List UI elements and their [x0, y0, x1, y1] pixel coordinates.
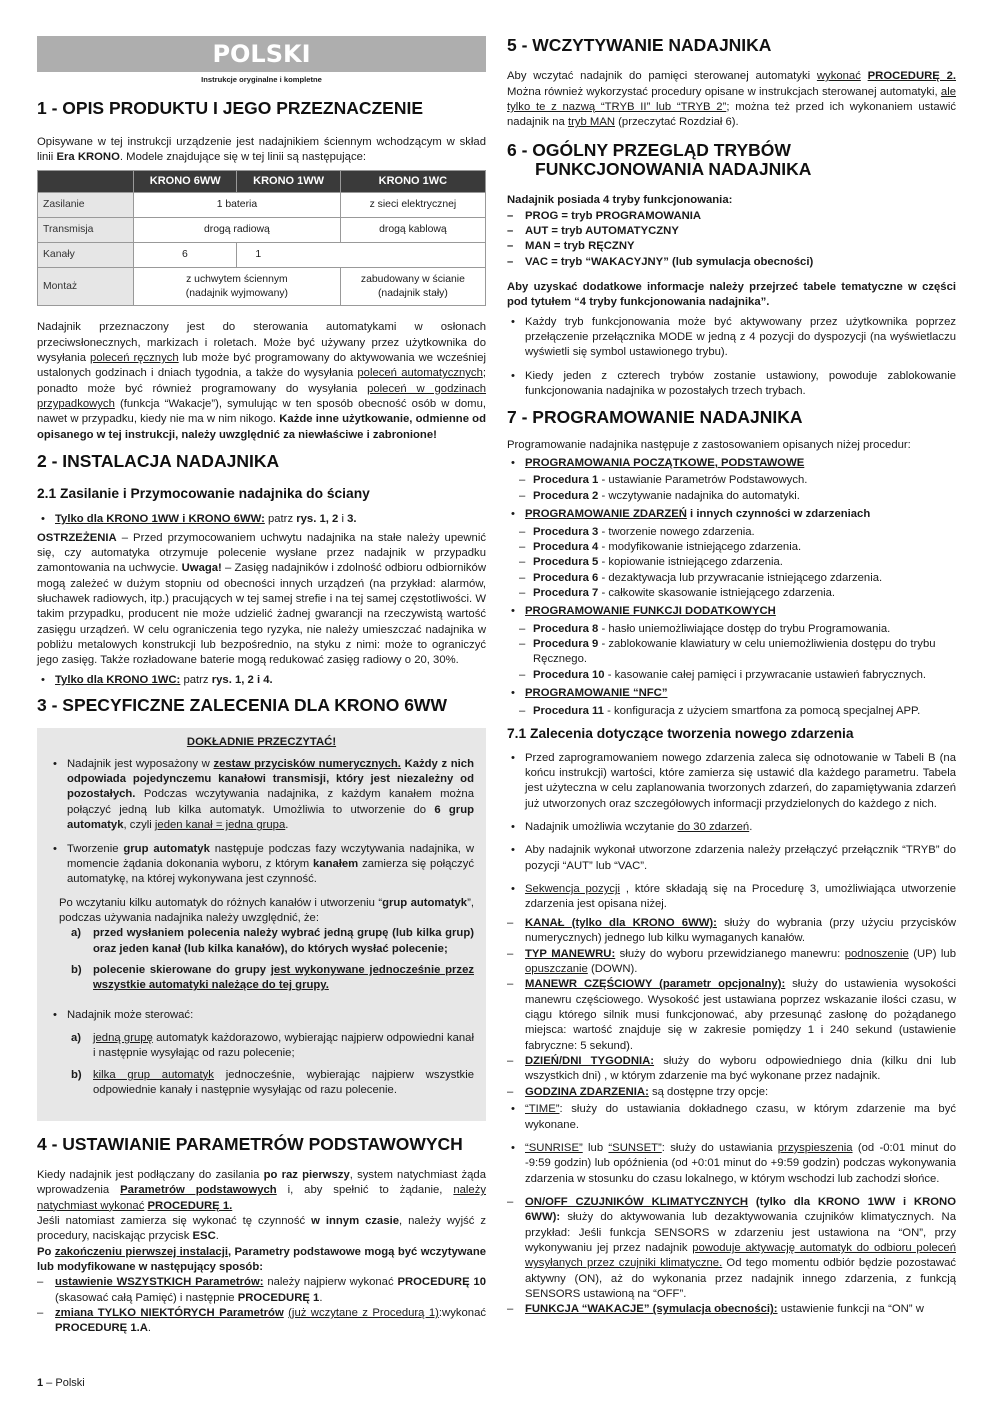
parameter-item: – GODZINA ZDARZENIA: są dostępne trzy opcje:	[507, 1085, 956, 1100]
procedure-item: – Procedura 4 - modyfikowanie istniejącego zdarzenia.	[507, 540, 956, 555]
section-6-heading: 6 - OGÓLNY PRZEGLĄD TRYBÓW FUNKCJONOWANIA NADAJNIKA	[507, 139, 812, 179]
table-cell: 1 bateria	[134, 193, 341, 218]
parameter-item: – DZIEŃ/DNI TYGODNIA: służy do wyboru odpowiedniego dnia (kilku dni lub wszystkich dni) , w którym zdarzenie ma być wykonane przez nadajnik.	[507, 1054, 956, 1085]
table-cell: z uchwytem ściennym (nadajnik wyjmowany)	[134, 268, 341, 306]
box-paragraph: Po wczytaniu kilku automatyk do różnych kanałów i utworzeniu “grup automatyk”, podczas używania nadajnika należy uwzględnić, że:	[59, 896, 474, 924]
section-6-note: Aby uzyskać dodatkowe informacje należy przejrzeć tabele tematyczne w części pod tytułem “4 tryby funkcjonowania nadajnika”.	[507, 280, 956, 309]
table-header: KRONO 1WC	[340, 171, 485, 193]
procedure-item: – Procedura 1 - ustawianie Parametrów Podstawowych.	[507, 473, 956, 488]
section-7-1-heading: 7.1 Zalecenia dotyczące tworzenia nowego zdarzenia	[507, 725, 854, 741]
parameter-item: – FUNKCJA “WAKACJE” (symulacja obecności): ustawienie funkcji na “ON” w	[507, 1302, 956, 1317]
parameter-item: – MANEWR CZĘŚCIOWY (parametr opcjonalny): służy do ustawienia wysokości manewru częściowego. Wysokość jest ustawiana poprzez wskazanie ilości czasu, w ciągu którego silnik musi funkcjonować, aby przesunąć zasłonę do pożądanego miejsca: wartość znajduje się w zakresie pomiędzy 1 i 240 sekund (ustawienie fabryczne: 5 sekund).	[507, 977, 956, 1054]
list-item: • “TIME”: służy do ustawiania dokładnego czasu, w którym zdarzenie ma być wykonane.	[507, 1102, 956, 1133]
list-item: – ustawienie WSZYSTKICH Parametrów: należy najpierw wykonać PROCEDURĘ 10 (skasować całą Pamięć) i następnie PROCEDURĘ 1.	[37, 1275, 486, 1306]
list-item: • Tworzenie grup automatyk następuje podczas fazy wczytywania nadajnika, w momencie żądania dokonania wyboru, z którym kanałem zamierza się połączyć automatykę, na której wykonywana jest czynność.	[49, 842, 474, 888]
procedure-item: – Procedura 8 - hasło uniemożliwiające dostęp do trybu Programowania.	[507, 622, 956, 637]
section-4-p2: Jeśli natomiast zamierza się wykonać tę czynność w innym czasie, należy wyjść z procedury, naciskając przycisk ESC.	[37, 1214, 486, 1243]
list-item: • “SUNRISE” lub “SUNSET”: służy do ustawiania przyspieszenia (od -0:01 minut do -9:59 godzin) lub opóźnienia (od +0:01 minut do +9:59 godzin) podczas wykonywania zdarzenia w stosunku do czasu lokalnego, w którym wschodzi lub zachodzi słońce.	[507, 1141, 956, 1187]
list-item: – zmiana TYLKO NIEKTÓRYCH Parametrów (już wczytane z Procedurą 1):wykonać PROCEDURĘ 1.A.	[37, 1306, 486, 1337]
list-item: • Sekwencja pozycji , które składają się na Procedurę 3, umożliwiająca utworzenie zdarzenia jest opisana niżej.	[507, 882, 956, 913]
language-banner: POLSKI	[37, 36, 486, 72]
page-footer: 1 – Polski	[37, 1377, 85, 1389]
procedure-item: – Procedura 6 - dezaktywacja lub przywracanie istniejącego zdarzenia.	[507, 571, 956, 586]
section-2-1-heading: 2.1 Zasilanie i Przymocowanie nadajnika do ściany	[37, 486, 370, 502]
table-header: KRONO 1WW	[237, 171, 340, 193]
mode-item: – VAC = tryb “WAKACYJNY” (lub symulacja obecności)	[507, 255, 956, 270]
section-1-description: Nadajnik przeznaczony jest do sterowania automatykami w osłonach przeciwsłonecznych, markizach i roletach. Może być używany przez użytkownika do wysyłania poleceń ręcznych lub może być programowany do aktywowania we wcześniej ustalonych godzinach i dniach tygodnia, a także do wysyłania poleceń automatycznych; ponadto może być również programowany do wysyłania poleceń w godzinach przypadkowych (funkcja “Wakacje”), symulując w ten sposób obecność osób w domu, nawet w przypadku, kiedy nie ma w nim nikogo. Każde inne użytkowanie, odmienne od opisanego w tej instrukcji, należy uwzględnić za niewłaściwe i zabronione!	[37, 321, 487, 441]
section-7-intro: Programowanie nadajnika następuje z zastosowaniem opisanych niżej procedur:	[507, 438, 911, 451]
list-item: b) kilka grup automatyk jednocześnie, wybierając najpierw wszystkie odpowiednie kanały i następnie wysyłając od razu polecenie.	[71, 1068, 474, 1097]
parameter-item: – ON/OFF CZUJNIKÓW KLIMATYCZNYCH (tylko dla KRONO 1WW i KRONO 6WW): służy do aktywowania lub dezaktywowania czujników klimatycznych. Na przykład: Jeśli funkcja SENSORS w zdarzeniu jest ustawiona na “ON”, przy wykonywaniu jej przez nadajnik powoduje aktywację automatyk do odbioru poleceń wysyłanych przez czujniki klimatyczne. Od tego momentu odbiór będzie pozostawać aktywny (ON), aż do wykonania przez nadajnik innego zdarzenia, z funkcją SENSORS ustawioną na “OFF”.	[507, 1195, 956, 1303]
table-cell: z sieci elektrycznej	[340, 193, 485, 218]
list-item: • PROGRAMOWANIE ZDARZEŃ i innych czynności w zdarzeniach	[507, 507, 956, 522]
list-item: • Nadajnik umożliwia wczytanie do 30 zdarzeń.	[507, 820, 956, 835]
table-cell: drogą kablową	[340, 218, 485, 243]
list-item: • Nadajnik jest wyposażony w zestaw przycisków numerycznych. Każdy z nich odpowiada pojedynczemu kanałowi transmisji, który jest niezależny od pozostałych. Podczas wczytywania nadajnika, z każdym kanałem można połączyć jedną lub kilka automatyk. Umożliwia to utworzenie do 6 grup automatyk, czyli jeden kanał = jedna grupa.	[49, 757, 474, 834]
table-cell: zabudowany w ścianie (nadajnik stały)	[340, 268, 485, 306]
list-item: • Każdy tryb funkcjonowania może być aktywowany przez użytkownika poprzez przełączenie przełącznika MODE w jedną z 4 pozycji do dyspozycji (na wyświetlaczu wyświetli się symbol ustawionego trybu).	[507, 315, 956, 361]
list-item: • PROGRAMOWANIE FUNKCJI DODATKOWYCH	[507, 604, 956, 619]
section-4-p1: Kiedy nadajnik jest podłączany do zasilania po raz pierwszy, system natychmiast żąda wprowadzenia Parametrów podstawowych i, aby spełnić to żądanie, należy natychmiast wykonać PROCEDURĘ 1.	[37, 1168, 487, 1212]
list-item: b) polecenie skierowane do grupy jest wykonywane jednocześnie przez wszystkie automatyki należące do tej grupy.	[71, 964, 474, 992]
procedure-item: – Procedura 5 - kopiowanie istniejącego zdarzenia.	[507, 555, 956, 570]
box-title: DOKŁADNIE PRZECZYTAĆ!	[186, 736, 337, 749]
list-item: • Aby nadajnik wykonał utworzone zdarzenia należy przełączyć przełącznik “TRYB” do pozycji “AUT” lub “VAC”.	[507, 843, 956, 874]
section-2-heading: 2 - INSTALACJA NADAJNIKA	[37, 451, 280, 472]
table-cell: 1	[237, 243, 486, 268]
procedure-item: – Procedura 7 - całkowite skasowanie istniejącego zdarzenia.	[507, 586, 956, 601]
section-1-intro: Opisywane w tej instrukcji urządzenie jest nadajnikiem ściennym wchodzącym w skład linii Era KRONO. Modele znajdujące się w tej linii są następujące:	[37, 135, 486, 163]
right-column	[507, 36, 956, 1318]
procedure-item: – Procedura 10 - kasowanie całej pamięci i przywracanie ustawień fabrycznych.	[507, 668, 956, 683]
section-1-heading: 1 - OPIS PRODUKTU I JEGO PRZEZNACZENIE	[37, 98, 424, 119]
banner-subtitle: Instrukcje oryginalne i kompletne	[201, 75, 322, 84]
section-6-intro: Nadajnik posiada 4 tryby funkcjonowania:	[507, 194, 733, 207]
mode-item: – AUT = tryb AUTOMATYCZNY	[507, 224, 956, 239]
table-row-label: Kanały	[38, 243, 134, 268]
procedure-item: – Procedura 11 - konfiguracja z użyciem smartfona za pomocą specjalnej APP.	[507, 704, 956, 719]
list-item: • PROGRAMOWANIA POCZĄTKOWE, PODSTAWOWE	[507, 456, 956, 471]
list-item: • Przed zaprogramowaniem nowego zdarzenia zaleca się odnotowanie w Tabeli B (na końcu instrukcji) wartości, które zamierza się ustawić dla każdego parametru. Tabela jest użyteczna w celu zaplanowania tworzonych zdarzeń, do zapamiętywania zdarzeń już utworzonych oraz szczegółowych informacji przydzielonych do każdego z nich.	[507, 751, 956, 812]
table-row-label: Montaż	[38, 268, 134, 306]
section-3-heading: 3 - SPECYFICZNE ZALECENIA DLA KRONO 6WW	[37, 695, 447, 716]
list-item: • Tylko dla KRONO 1WW i KRONO 6WW: patrz rys. 1, 2 i 3.	[37, 512, 486, 527]
section-4-p3: Po zakończeniu pierwszej instalacji, Parametry podstawowe mogą być wczytywane lub modyfikowane w następujący sposób:	[37, 1245, 487, 1273]
table-cell: 6	[134, 243, 237, 268]
section-5-text: Aby wczytać nadajnik do pamięci sterowanej automatyki wykonać PROCEDURĘ 2. Można również wykorzystać procedury opisane w instrukcjach sterowanej automatyki, ale tylko te z nazwą “TRYB II” lub “TRYB 2”; można też przed ich wykonaniem ustawić nadajnik na tryb MAN (przeczytać Rozdział 6).	[507, 70, 957, 129]
table-row-label: Transmisja	[38, 218, 134, 243]
list-item: a) jedną grupę automatyk każdorazowo, wybierając najpierw odpowiedni kanał i następnie wysyłając od razu polecenie;	[71, 1032, 474, 1060]
list-item: • PROGRAMOWANIE “NFC”	[507, 686, 956, 701]
list-item: a) przed wysłaniem polecenia należy wybrać jedną grupę (lub kilka grup) oraz jeden kanał (lub kilka kanałów), do których wysłać polecenie;	[71, 927, 474, 955]
procedure-item: – Procedura 9 - zablokowanie klawiatury w celu uniemożliwienia dostępu do trybu Ręcznego.	[507, 637, 956, 668]
mode-item: – PROG = tryb PROGRAMOWANIA	[507, 209, 956, 224]
section-4-heading: 4 - USTAWIANIE PARAMETRÓW PODSTAWOWYCH	[37, 1133, 463, 1154]
list-item: • Kiedy jeden z czterech trybów zostanie ustawiony, powoduje zablokowanie funkcjonowania nadajnika w pozostałych trzech trybach.	[507, 369, 956, 400]
mode-item: – MAN = tryb RĘCZNY	[507, 239, 956, 254]
footer-label: Polski	[55, 1377, 85, 1389]
warning-paragraph: OSTRZEŻENIA – Przed przymocowaniem uchwytu nadajnika na stałe należy upewnić się, czy automatyka otrzymuje polecenie wysłane przez nadajnik w przypadku zamontowania na uchwycie. Uwaga! – Zasięg nadajników i zdolność odbioru odbiorników mogą zależeć w dużym stopniu od obecności innych urządzeń (na przykład: alarmów, słuchawek radiowych, itp.) pracujących w tej samej strefie i na tej samej częstotliwości. W takim przypadku, producent nie może udzielić żadnej gwarancji na rzeczywistą wartość zasięgu urządzeń. W celu ograniczenia tego ryzyka, nie należy umieszczać nadajnika w pobliżu metalowych konstrukcji lub bezpośrednio, na styku z nimi: może to ograniczyć jego zasięg. Także rozładowane baterie mogą redukować zasięg radiowy o 20, 30%.	[37, 531, 486, 667]
left-column	[37, 36, 486, 1337]
section-7-heading: 7 - PROGRAMOWANIE NADAJNIKA	[507, 406, 803, 427]
parameter-item: – TYP MANEWRU: służy do wyboru przewidzianego manewru: podnoszenie (UP) lub opuszczanie (DOWN).	[507, 947, 956, 978]
table-cell: drogą radiową	[134, 218, 341, 243]
parameter-item: – KANAŁ (tylko dla KRONO 6WW): służy do wybrania (przy użyciu przycisków numerycznych) jednego lub kilku wymaganych kanałów.	[507, 916, 956, 947]
list-item: • Tylko dla KRONO 1WC: patrz rys. 1, 2 i 4.	[37, 673, 486, 688]
list-item: • Nadajnik może sterować:	[49, 1008, 474, 1023]
section-5-heading: 5 - WCZYTYWANIE NADAJNIKA	[507, 35, 772, 55]
procedure-item: – Procedura 3 - tworzenie nowego zdarzenia.	[507, 525, 956, 540]
read-carefully-box	[37, 728, 486, 1120]
models-table	[37, 170, 486, 306]
page-number: 1	[37, 1377, 44, 1389]
procedure-item: – Procedura 2 - wczytywanie nadajnika do automatyki.	[507, 489, 956, 504]
table-header: KRONO 6WW	[134, 171, 237, 193]
table-row-label: Zasilanie	[38, 193, 134, 218]
table-corner	[38, 171, 134, 193]
